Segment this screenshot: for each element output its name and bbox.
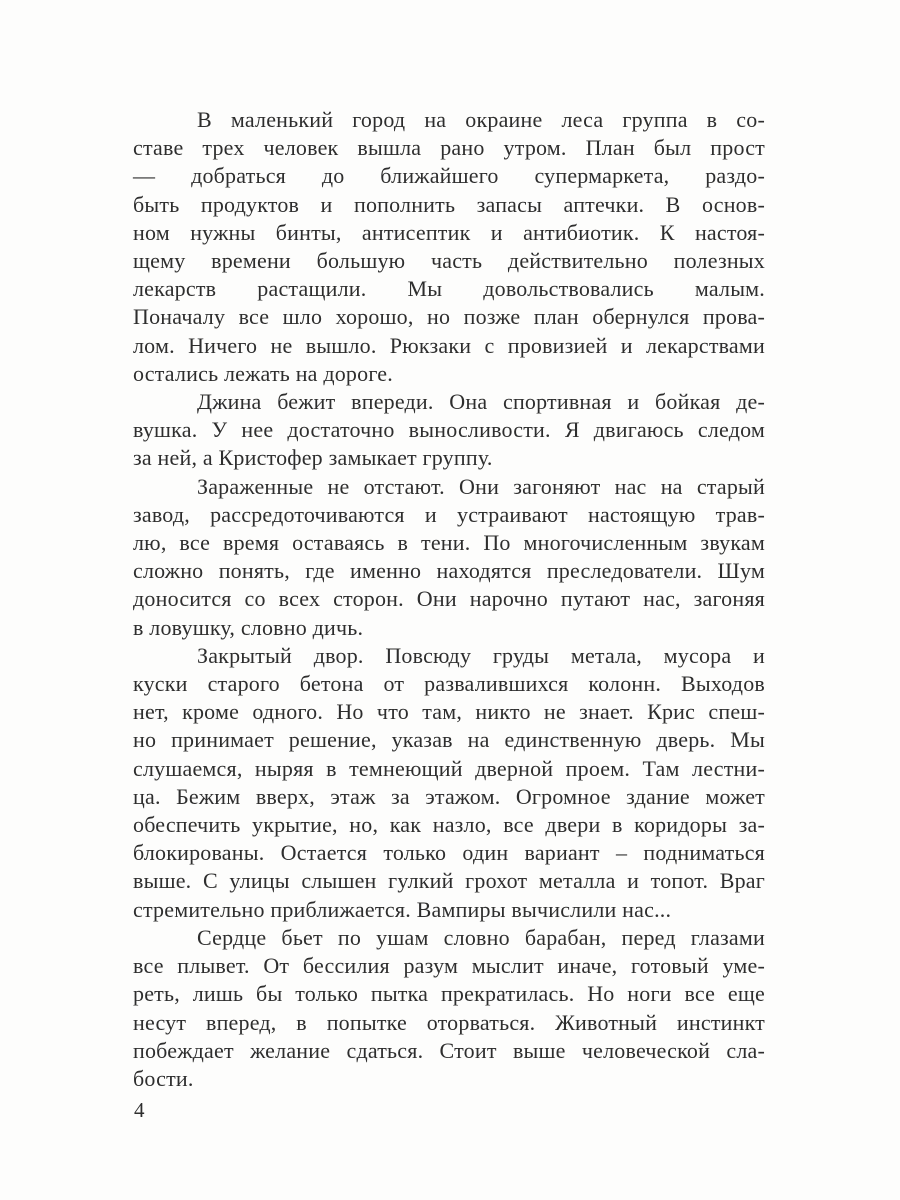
text-line: ца. Бежим вверх, этаж за этажом. Огромное здание может (133, 783, 765, 809)
text-line: нет, кроме одного. Но что там, никто не знает. Крис спеш- (133, 699, 765, 725)
text-line: выше. С улицы слышен гулкий грохот металла и топот. Враг (133, 868, 765, 894)
text-line: в ловушку, словно дичь. (133, 614, 364, 640)
text-line: Поначалу все шло хорошо, но позже план обернулся прова- (133, 304, 765, 330)
text-line: лю, все время оставаясь в тени. По многочисленным звукам (133, 530, 765, 556)
text-line: ставе трех человек вышла рано утром. План был прост (133, 135, 765, 161)
text-line: Сердце бьет по ушам словно барабан, перед глазами (197, 924, 765, 950)
text-line: куски старого бетона от развалившихся колонн. Выходов (133, 671, 765, 697)
text-line: вушка. У нее достаточно выносливости. Я двигаюсь следом (133, 417, 765, 443)
paragraph (133, 473, 765, 642)
text-line: Закрытый двор. Повсюду груды метала, мусора и (197, 642, 765, 668)
text-line: но принимает решение, указав на единственную дверь. Мы (133, 727, 765, 753)
text-line: бости. (133, 1065, 194, 1091)
text-block (133, 106, 765, 1093)
text-line: слушаемся, ныряя в темнеющий дверной проем. Там лестни- (133, 755, 765, 781)
text-line: Зараженные не отстают. Они загоняют нас на старый (197, 473, 765, 499)
text-line: все плывет. От бессилия разум мыслит иначе, готовый уме- (133, 953, 765, 979)
text-line: лом. Ничего не вышло. Рюкзаки с провизией и лекарствами (133, 332, 765, 358)
paragraph (133, 106, 765, 388)
paragraph (133, 388, 765, 473)
page-number: 4 (134, 1098, 145, 1122)
text-line: за ней, а Кристофер замыкает группу. (133, 445, 493, 471)
text-line: блокированы. Остается только один вариант – подниматься (133, 840, 765, 866)
text-line: сложно понять, где именно находятся преследователи. Шум (133, 558, 765, 584)
text-line: стремительно приближается. Вампиры вычислили нас... (133, 896, 672, 922)
text-line: быть продуктов и пополнить запасы аптечки. В основ- (133, 191, 765, 217)
text-line: побеждает желание сдаться. Стоит выше человеческой сла- (133, 1037, 765, 1063)
text-line: реть, лишь бы только пытка прекратилась. Но ноги все еще (133, 981, 765, 1007)
text-line: доносится со всех сторон. Они нарочно путают нас, загоняя (133, 586, 765, 612)
paragraph (133, 642, 765, 924)
text-line: обеспечить укрытие, но, как назло, все двери в коридоры за- (133, 812, 765, 838)
text-line: остались лежать на дороге. (133, 360, 393, 386)
text-line: завод, рассредоточиваются и устраивают настоящую трав- (133, 501, 765, 527)
text-line: щему времени большую часть действительно полезных (133, 248, 765, 274)
text-line: В маленький город на окраине леса группа в со- (197, 107, 765, 132)
text-line: — добраться до ближайшего супермаркета, раздо- (133, 163, 765, 189)
text-line: несут вперед, в попытке оторваться. Животный инстинкт (133, 1009, 765, 1035)
text-line: лекарств растащили. Мы довольствовались малым. (133, 276, 765, 302)
text-line: ном нужны бинты, антисептик и антибиотик. К настоя- (133, 219, 765, 245)
paragraph (133, 924, 765, 1093)
text-line: Джина бежит впереди. Она спортивная и бойкая де- (197, 389, 765, 415)
